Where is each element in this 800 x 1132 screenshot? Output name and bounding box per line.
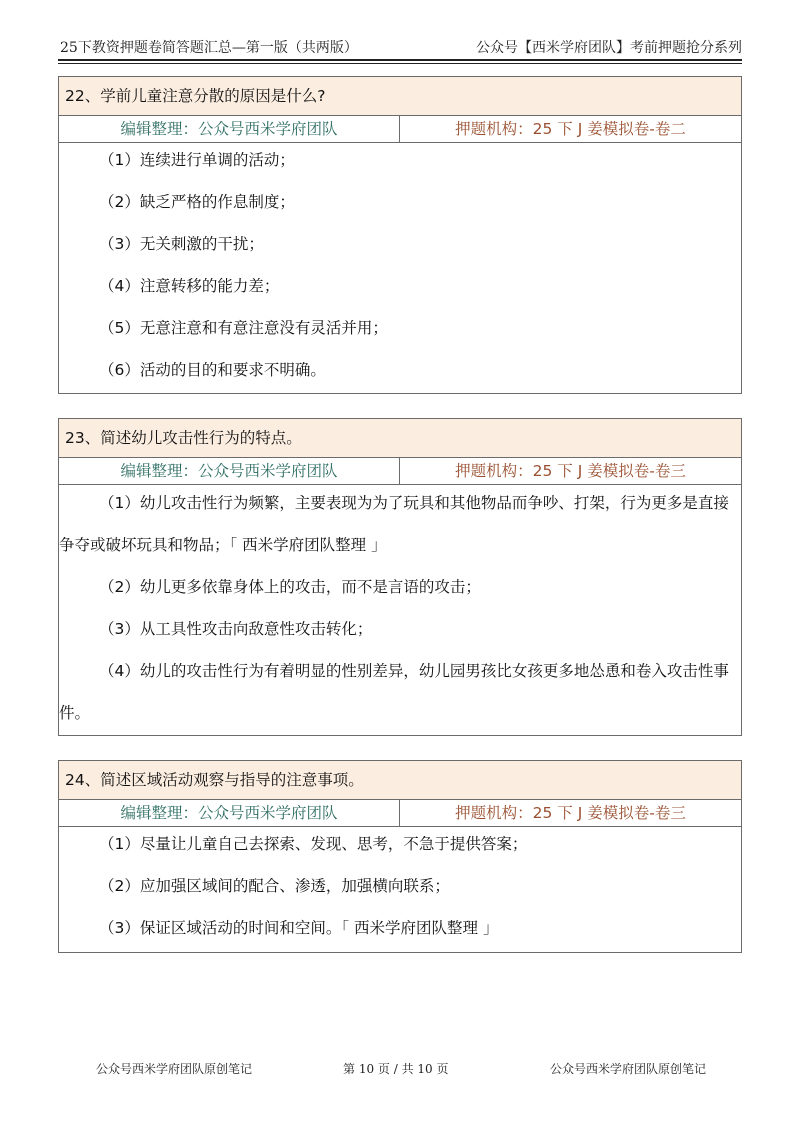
answer-line: （1）幼儿攻击性行为频繁，主要表现为为了玩具和其他物品而争吵、打架，行为更多是直接 [99,494,729,512]
answer-line: （3）无关刺激的干扰； [99,235,264,253]
header-left-title: 25下教资押题卷简答题汇总—第一版（共两版） [60,40,358,56]
answer-line: （3）从工具性攻击向敌意性攻击转化； [99,620,373,638]
answer-line: （4）注意转移的能力差； [99,277,280,295]
question-meta-row [59,800,741,827]
header-right-title: 公众号【西米学府团队】考前押题抢分系列 [476,40,742,56]
header-divider-thin [58,63,742,64]
page-header [58,34,742,56]
question-meta-row [59,458,741,485]
editor-credit: 编辑整理：公众号西米学府团队 [59,458,400,484]
question-title: 22、学前儿童注意分散的原因是什么? [59,77,741,116]
footer-right-note: 公众号西米学府团队原创笔记 [550,1062,707,1076]
source-credit: 押题机构：25 下 J 姜模拟卷-卷三 [455,804,686,822]
header-divider-thick [58,59,742,61]
footer-left-note: 公众号西米学府团队原创笔记 [96,1062,253,1076]
question-block-23 [58,418,742,736]
question-title: 23、简述幼儿攻击性行为的特点。 [59,419,741,458]
answer-line: （5）无意注意和有意注意没有灵活并用； [99,319,388,337]
source-credit: 押题机构：25 下 J 姜模拟卷-卷三 [455,462,686,480]
question-meta-row [59,116,741,143]
answer-line: （2）应加强区域间的配合、渗透，加强横向联系； [99,877,450,895]
source-credit: 押题机构：25 下 J 姜模拟卷-卷二 [455,120,686,138]
answer-line: （3）保证区域活动的时间和空间。「 西米学府团队整理 」 [99,919,499,937]
answer-line: （2）幼儿更多依靠身体上的攻击，而不是言语的攻击； [99,578,481,596]
page-footer [0,1060,800,1080]
page-number: 第 10 页 / 共 10 页 [343,1062,449,1076]
answer-line: （4）幼儿的攻击性行为有着明显的性别差异，幼儿园男孩比女孩更多地怂恿和卷入攻击性事 [99,662,729,680]
editor-credit: 编辑整理：公众号西米学府团队 [59,800,400,826]
answer-line: （1）连续进行单调的活动； [99,151,295,169]
answer-line: 件。 [59,704,91,722]
answer-line: （2）缺乏严格的作息制度； [99,193,295,211]
answer-line: （1）尽量让儿童自己去探索、发现、思考，不急于提供答案； [99,835,528,853]
question-title: 24、简述区域活动观察与指导的注意事项。 [59,761,741,800]
editor-credit: 编辑整理：公众号西米学府团队 [59,116,400,142]
answer-line: 争夺或破坏玩具和物品；「 西米学府团队整理 」 [59,536,387,554]
question-block-24 [58,760,742,953]
answer-line: （6）活动的目的和要求不明确。 [99,361,326,379]
question-block-22 [58,76,742,394]
